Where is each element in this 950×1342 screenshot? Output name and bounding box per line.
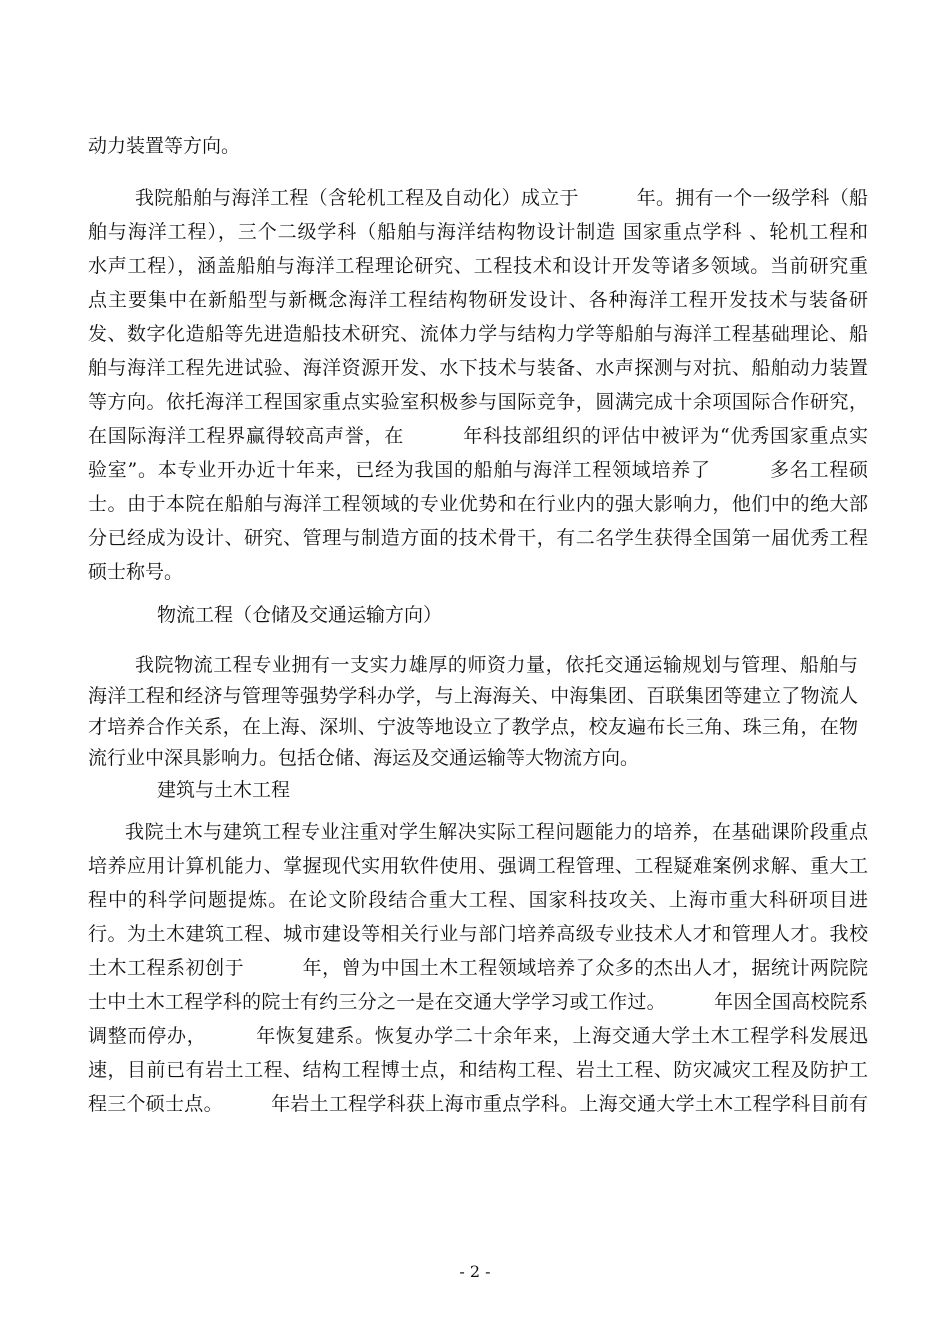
paragraph-line: 土木工程系初创于 年，曾为中国土木工程领域培养了众多的杰出人才，据统计两院院 (88, 957, 868, 979)
paragraph-line: 培养应用计算机能力、掌握现代实用软件使用、强调工程管理、工程疑难案例求解、重大工 (88, 855, 868, 877)
section-heading: 物流工程（仓储及交通运输方向） (157, 604, 443, 626)
paragraph-first-line: 我院土木与建筑工程专业注重对学生解决实际工程问题能力的培养，在基础课阶段重点 (125, 821, 868, 843)
page-number: - 2 - (459, 1262, 491, 1281)
paragraph-line: 验室”。本专业开办近十年来，已经为我国的船舶与海洋工程领域培养了 多名工程硕 (88, 459, 868, 481)
paragraph-line: 等方向。依托海洋工程国家重点实验室积极参与国际竞争，圆满完成十余项国际合作研究， (88, 391, 868, 413)
paragraph-line: 流行业中深具影响力。包括仓储、海运及交通运输等大物流方向。 (88, 747, 640, 769)
paragraph-line: 硕士称号。 (88, 561, 184, 583)
paragraph-line: 水声工程），涵盖船舶与海洋工程理论研究、工程技术和设计开发等诸多领域。当前研究重 (88, 255, 868, 277)
paragraph-line: 才培养合作关系，在上海、深圳、宁波等地设立了教学点，校友遍布长三角、珠三角，在物 (88, 716, 858, 738)
paragraph-first-line: 我院物流工程专业拥有一支实力雄厚的师资力量，依托交通运输规划与管理、船舶与 (135, 654, 858, 676)
paragraph-line: 发、数字化造船等先进造船技术研究、流体力学与结构力学等船舶与海洋工程基础理论、船 (88, 323, 868, 345)
paragraph-line: 士中土木工程学科的院士有约三分之一是在交通大学学习或工作过。 年因全国高校院系 (88, 991, 868, 1013)
paragraph-first-line: 我院船舶与海洋工程（含轮机工程及自动化）成立于 年。拥有一个一级学科（船 (135, 187, 868, 209)
paragraph-line: 行。为土木建筑工程、城市建设等相关行业与部门培养高级专业技术人才和管理人才。我校 (88, 923, 868, 945)
paragraph-line: 程中的科学问题提炼。在论文阶段结合重大工程、国家科技攻关、上海市重大科研项目进 (88, 889, 868, 911)
paragraph-line: 速，目前已有岩土工程、结构工程博士点，和结构工程、岩土工程、防灾减灾工程及防护工 (88, 1059, 868, 1081)
paragraph-line: 点主要集中在新船型与新概念海洋工程结构物研发设计、各种海洋工程开发技术与装备研 (88, 289, 868, 311)
paragraph-line: 动力装置等方向。 (88, 135, 241, 157)
paragraph-line: 分已经成为设计、研究、管理与制造方面的技术骨干，有二名学生获得全国第一届优秀工程 (88, 527, 868, 549)
paragraph-line: 士。由于本院在船舶与海洋工程领域的专业优势和在行业内的强大影响力，他们中的绝大部 (88, 493, 868, 515)
paragraph-line: 舶与海洋工程先进试验、海洋资源开发、水下技术与装备、水声探测与对抗、船舶动力装置 (88, 357, 868, 379)
section-heading: 建筑与土木工程 (157, 779, 291, 801)
paragraph-line: 调整而停办， 年恢复建系。恢复办学二十余年来，上海交通大学土木工程学科发展迅 (88, 1025, 868, 1047)
paragraph-line: 海洋工程和经济与管理等强势学科办学，与上海海关、中海集团、百联集团等建立了物流人 (88, 685, 858, 707)
paragraph-line: 程三个硕士点。 年岩土工程学科获上海市重点学科。上海交通大学土木工程学科目前有 (88, 1093, 868, 1115)
paragraph-line: 在国际海洋工程界赢得较高声誉，在 年科技部组织的评估中被评为“优秀国家重点实 (88, 425, 868, 447)
paragraph-line: 舶与海洋工程），三个二级学科（船舶与海洋结构物设计制造 国家重点学科 、轮机工程和 (88, 221, 868, 243)
